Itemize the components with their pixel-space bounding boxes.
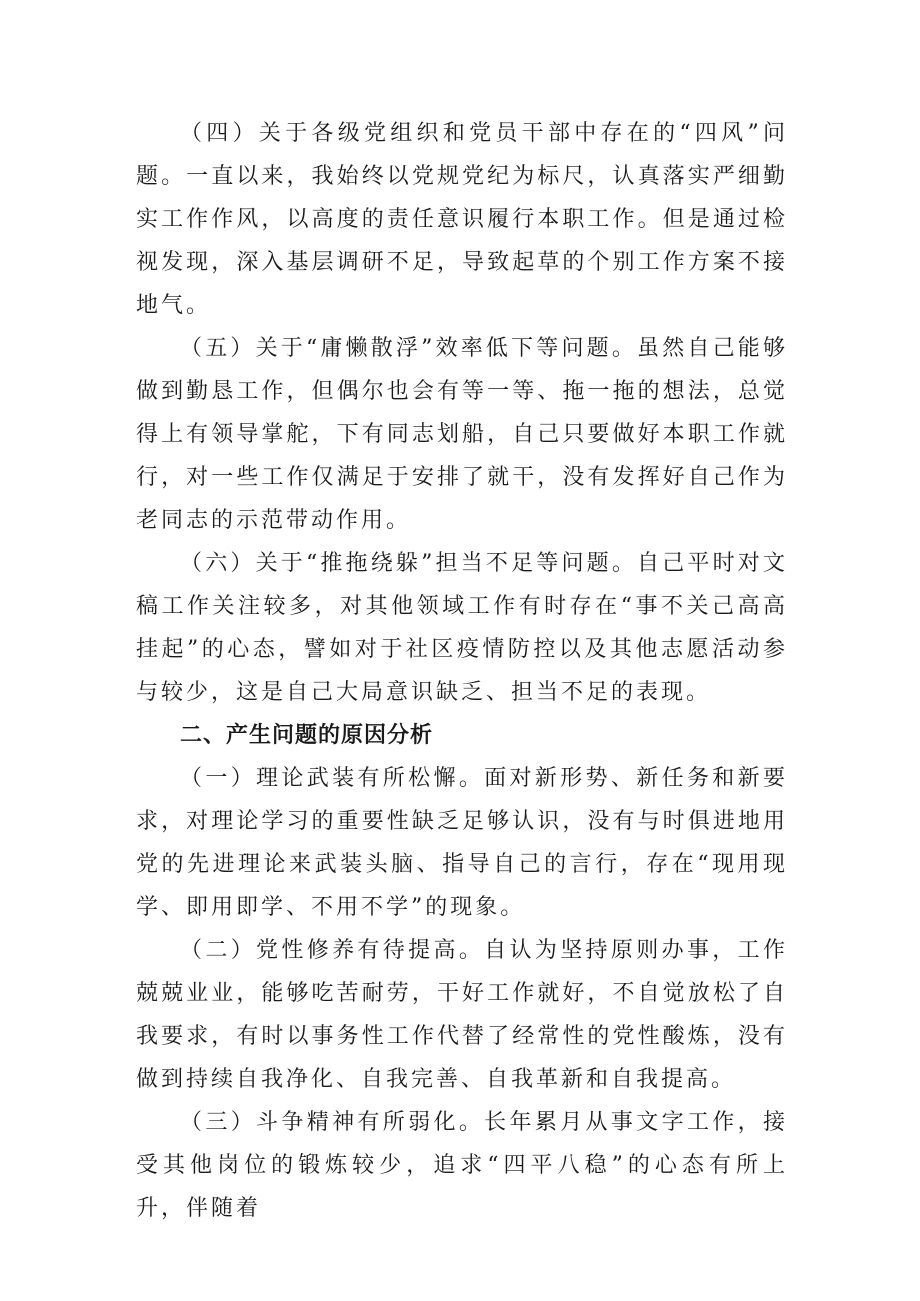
paragraph-inefficiency: （五）关于“庸懒散浮”效率低下等问题。虽然自己能够做到勤恳工作，但偶尔也会有等一等、拖一拖的想法，总觉得上有领导掌舵，下有同志划船，自己只要做好本职工作就行，对一些工作仅满足于安排了就干，没有发挥好自己作为老同志的示范带动作用。 <box>136 336 788 533</box>
paragraph-theory: （一）理论武装有所松懈。面对新形势、新任务和新要求，对理论学习的重要性缺乏足够认识，没有与时俱进地用党的先进理论来武装头脑、指导自己的言行，存在“现用现学、即用即学、不用不学”的现象。 <box>136 766 788 920</box>
document-body <box>136 112 788 1230</box>
paragraph-responsibility: （六）关于“推拖绕躲”担当不足等问题。自己平时对文稿工作关注较多，对其他领域工作有时存在“事不关己高高挂起”的心态，譬如对于社区疫情防控以及其他志愿活动参与较少，这是自己大局意识缺乏、担当不足的表现。 <box>136 551 788 705</box>
paragraph-fighting-spirit: （三）斗争精神有所弱化。长年累月从事文字工作，接受其他岗位的锻炼较少，追求“四平八稳”的心态有所上升，伴随着 <box>136 1110 788 1221</box>
section-heading-causes: 二、产生问题的原因分析 <box>180 723 434 748</box>
paragraph-four-winds: （四）关于各级党组织和党员干部中存在的“四风”问题。一直以来，我始终以党规党纪为标尺，认真落实严细勤实工作作风，以高度的责任意识履行本职工作。但是通过检视发现，深入基层调研不足，导致起草的个别工作方案不接地气。 <box>136 121 788 318</box>
paragraph-party-spirit: （二）党性修养有待提高。自认为坚持原则办事，工作兢兢业业，能够吃苦耐劳，干好工作就好，不自觉放松了自我要求，有时以事务性工作代替了经常性的党性酸炼，没有做到持续自我净化、自我完善、自我革新和自我提高。 <box>136 938 788 1092</box>
